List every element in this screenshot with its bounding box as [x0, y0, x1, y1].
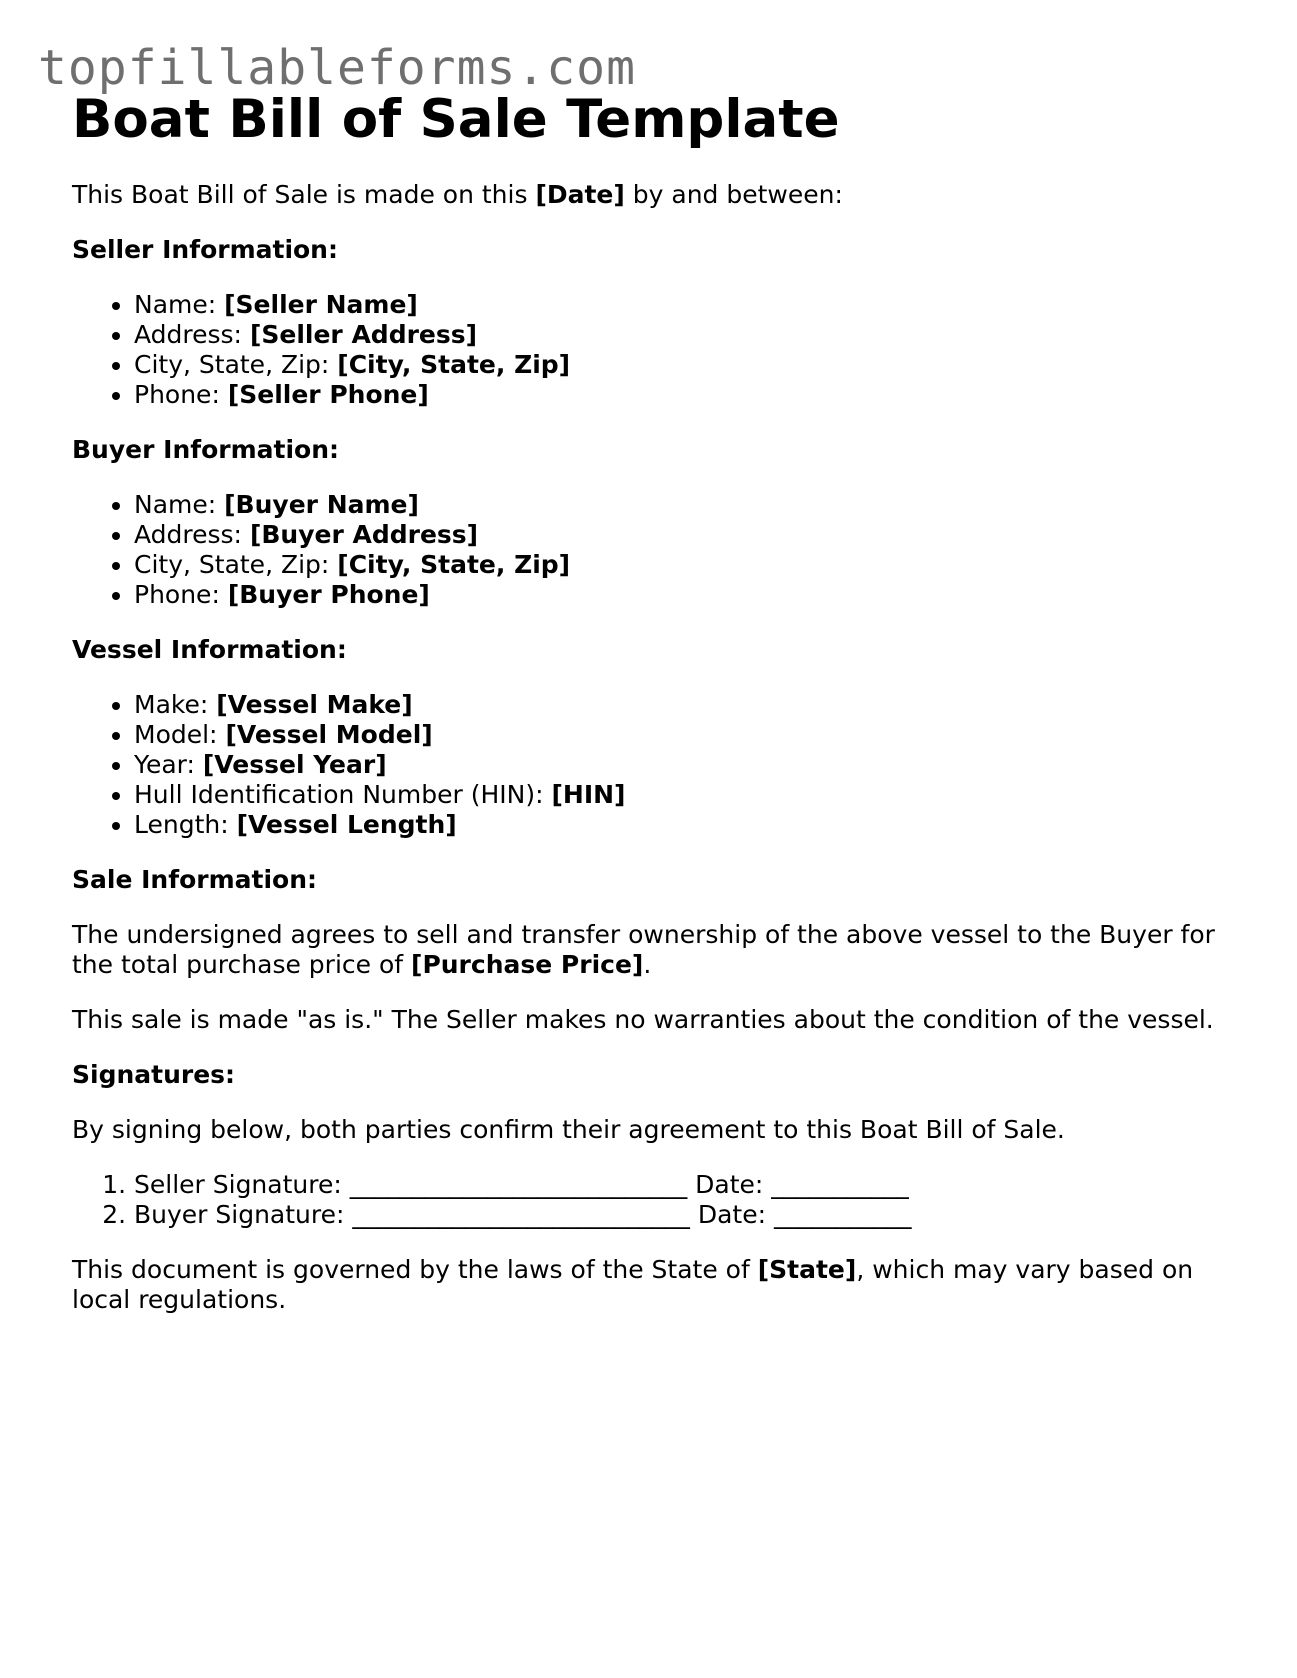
item-label: Model: [134, 720, 226, 749]
list-item [134, 320, 1232, 350]
list-item [134, 550, 1232, 580]
vessel-list [72, 690, 1232, 840]
list-item [134, 380, 1232, 410]
item-label: Address: [134, 520, 250, 549]
sale-text-end: . [643, 950, 652, 979]
list-item [134, 580, 1232, 610]
list-item [134, 810, 1232, 840]
item-label: Make: [134, 690, 217, 719]
item-label: Phone: [134, 380, 228, 409]
intro-prefix: This Boat Bill of Sale is made on this [72, 180, 536, 209]
item-value: [City, State, Zip] [337, 550, 571, 579]
intro-suffix: by and between: [624, 180, 843, 209]
item-value: [HIN] [551, 780, 626, 809]
date-placeholder: [Date] [535, 180, 625, 209]
item-label: Length: [134, 810, 237, 839]
item-value: [Buyer Address] [249, 520, 479, 549]
item-value: [Vessel Model] [225, 720, 433, 749]
price-placeholder: [Purchase Price] [411, 950, 644, 979]
item-value: [Vessel Make] [216, 690, 413, 719]
buyer-list [72, 490, 1232, 610]
item-label: City, State, Zip: [134, 550, 338, 579]
list-item [134, 350, 1232, 380]
item-label: City, State, Zip: [134, 350, 338, 379]
sale-heading: Sale Information: [72, 865, 317, 894]
list-item [134, 520, 1232, 550]
signature-list [72, 1170, 1232, 1230]
item-label: Phone: [134, 580, 228, 609]
item-value: [Buyer Name] [224, 490, 419, 519]
item-value: [Buyer Phone] [227, 580, 430, 609]
item-label: Address: [134, 320, 250, 349]
list-item [134, 780, 1232, 810]
governing-law-paragraph [72, 1255, 1232, 1315]
seller-heading: Seller Information: [72, 235, 338, 264]
footer-text: This document is governed by the laws of the State of [72, 1255, 758, 1284]
list-item [134, 490, 1232, 520]
seller-signature-line: 1. Seller Signature: ___________________________ Date: ___________ [134, 1170, 1232, 1200]
item-label: Hull Identification Number (HIN): [134, 780, 552, 809]
buyer-signature-line: 2. Buyer Signature: ___________________________ Date: ___________ [134, 1200, 1232, 1230]
vessel-heading: Vessel Information: [72, 635, 347, 664]
intro-paragraph [72, 180, 1232, 210]
list-item [134, 750, 1232, 780]
document-title: Boat Bill of Sale Template [72, 89, 840, 150]
list-item [134, 690, 1232, 720]
item-value: [Seller Name] [224, 290, 418, 319]
item-value: [Vessel Year] [202, 750, 387, 779]
item-value: [City, State, Zip] [337, 350, 571, 379]
item-label: Name: [134, 490, 225, 519]
item-label: Year: [134, 750, 203, 779]
item-value: [Vessel Length] [236, 810, 457, 839]
item-label: Name: [134, 290, 225, 319]
document-page [72, 88, 1232, 1340]
item-value: [Seller Address] [249, 320, 478, 349]
watermark: topfillableforms.com [38, 40, 636, 96]
sale-text: The undersigned agrees to sell and transfer ownership of the above vessel to the Buyer for the total purchase price of [72, 920, 1215, 979]
as-is-paragraph: This sale is made "as is." The Seller makes no warranties about the condition of the vessel. [72, 1005, 1214, 1034]
sale-paragraph [72, 920, 1232, 980]
state-placeholder: [State] [757, 1255, 857, 1284]
footer-text-end: , which may vary based on local regulations. [72, 1255, 1194, 1314]
buyer-heading: Buyer Information: [72, 435, 340, 464]
item-value: [Seller Phone] [227, 380, 429, 409]
signatures-intro: By signing below, both parties confirm their agreement to this Boat Bill of Sale. [72, 1115, 1065, 1144]
signatures-heading: Signatures: [72, 1060, 236, 1089]
list-item [134, 720, 1232, 750]
list-item [134, 290, 1232, 320]
seller-list [72, 290, 1232, 410]
